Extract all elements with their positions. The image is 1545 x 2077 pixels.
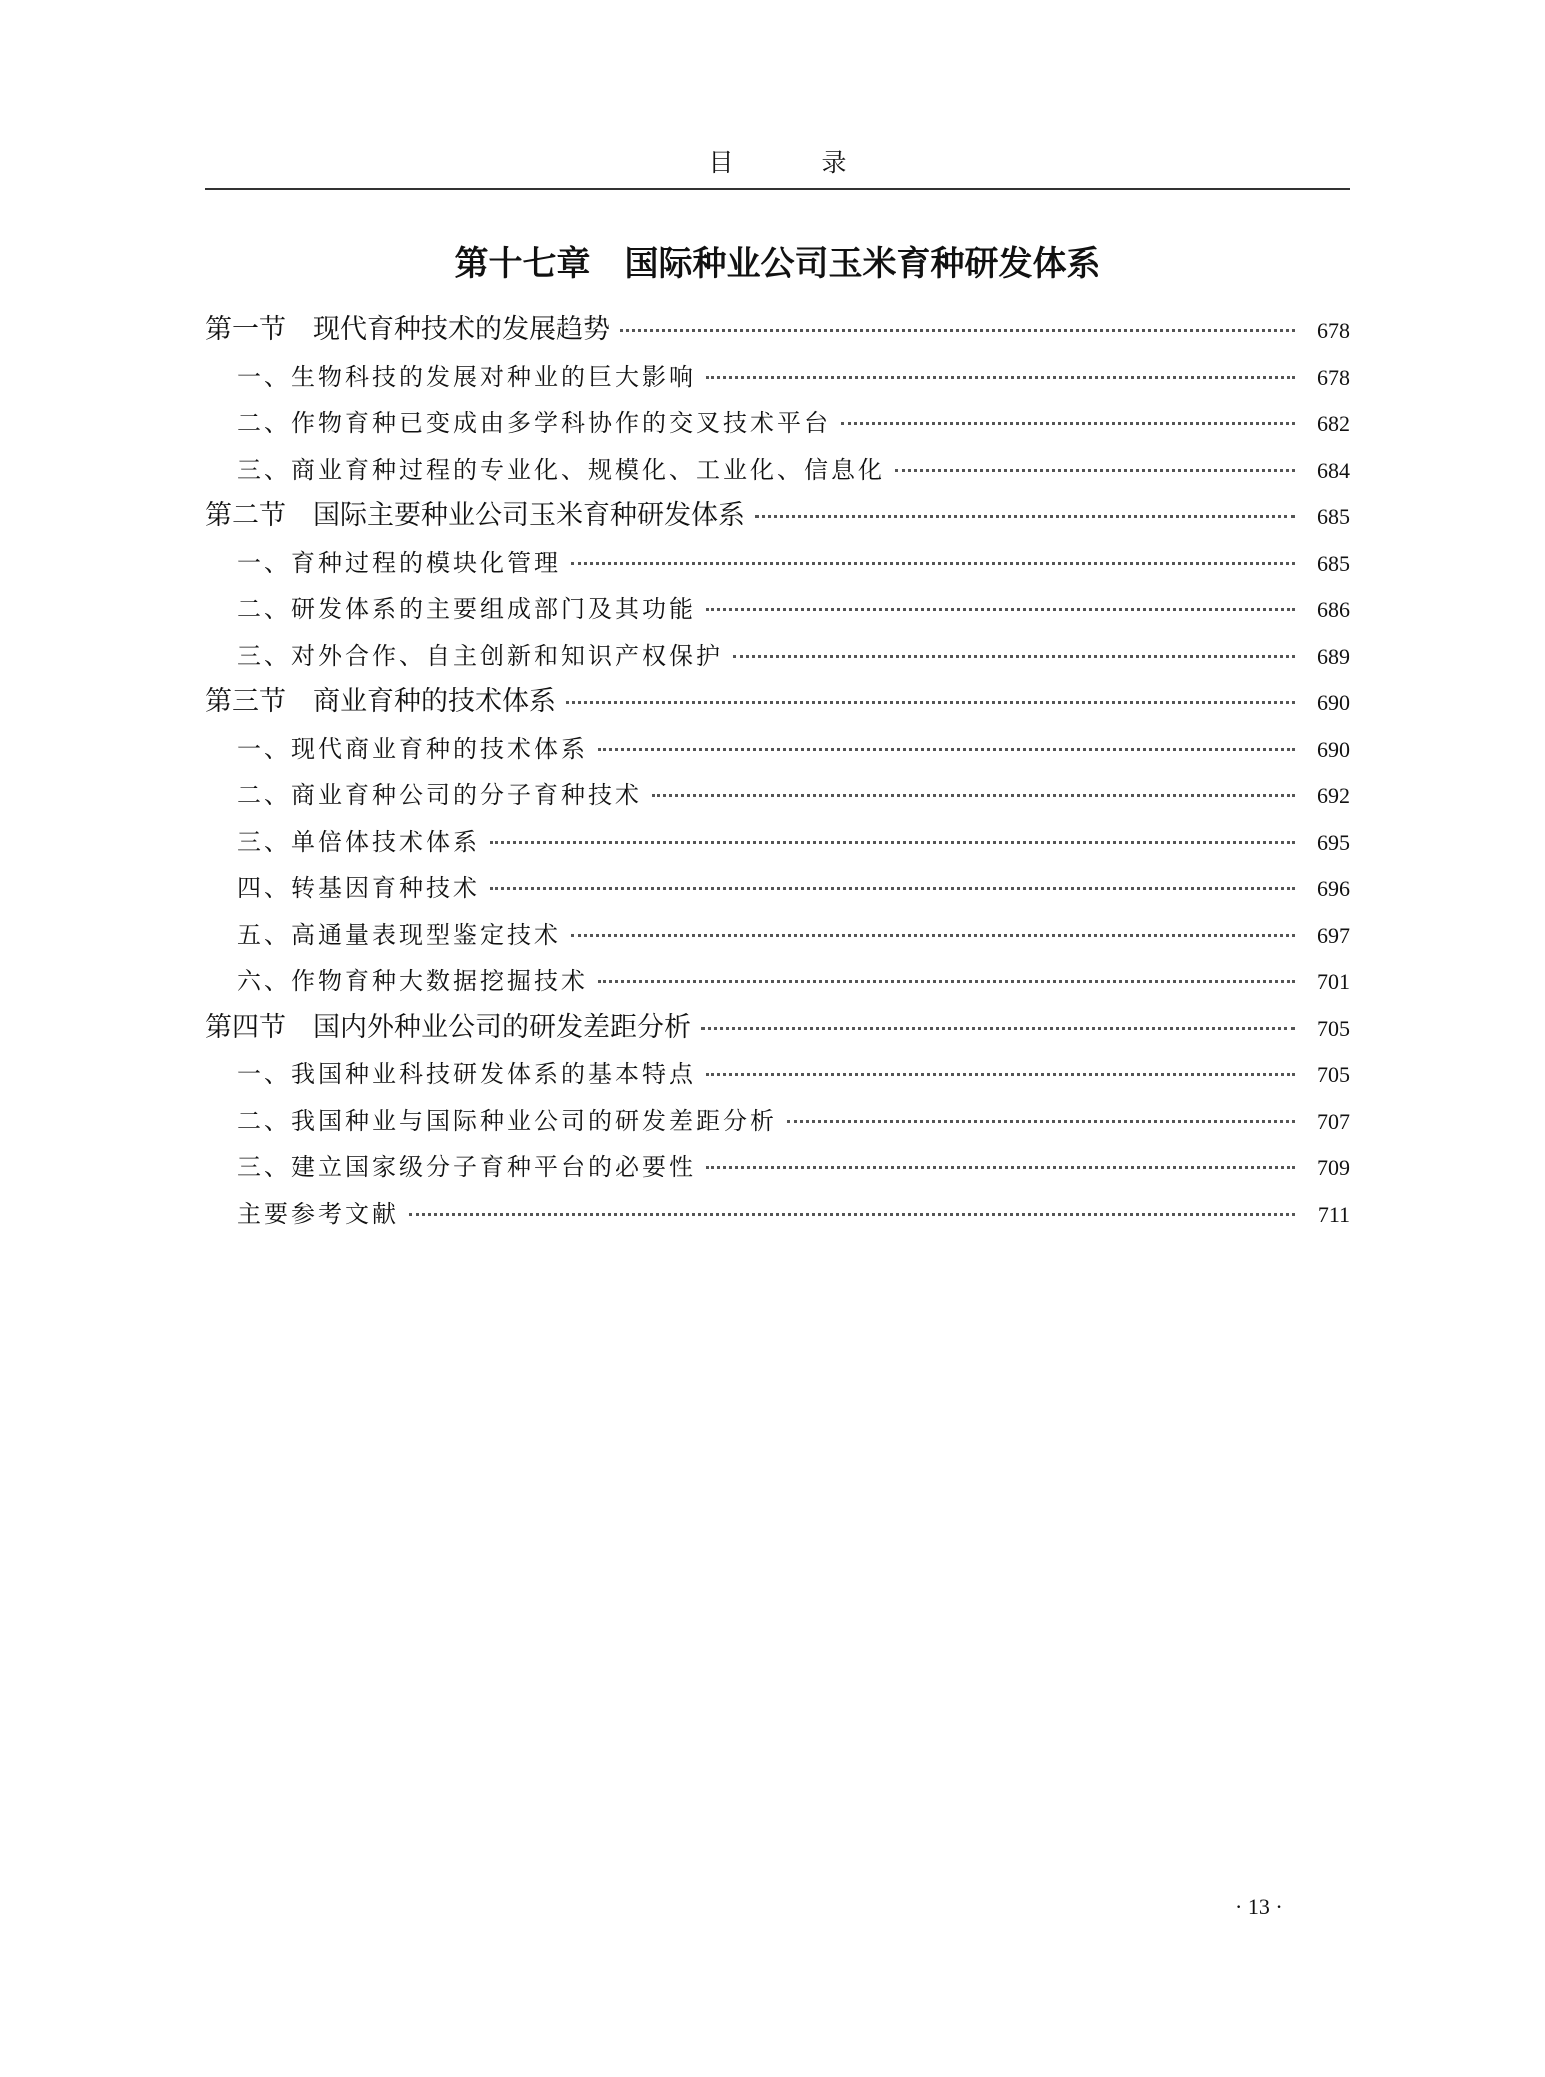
header-rule	[205, 188, 1350, 190]
toc-item-entry[interactable]	[205, 819, 1350, 866]
toc-entry-label: 一、我国种业科技研发体系的基本特点	[237, 1060, 696, 1088]
toc-item-entry[interactable]	[205, 1191, 1350, 1238]
toc-entry-label: 二、作物育种已变成由多学科协作的交叉技术平台	[237, 409, 831, 437]
dot-leader	[706, 608, 1295, 611]
toc-entry-page-number: 705	[1317, 1062, 1350, 1087]
toc-item-entry[interactable]	[205, 772, 1350, 819]
toc-entry-label: 三、建立国家级分子育种平台的必要性	[237, 1153, 696, 1181]
toc-entry-label: 第一节 现代育种技术的发展趋势	[205, 314, 610, 345]
toc-item-entry[interactable]	[205, 912, 1350, 959]
toc-section-entry[interactable]	[205, 307, 1350, 354]
toc-entry-label: 第二节 国际主要种业公司玉米育种研发体系	[205, 500, 745, 531]
toc-entry-page-number: 686	[1317, 597, 1350, 622]
dot-leader	[620, 329, 1295, 332]
toc-entry-label: 三、单倍体技术体系	[237, 827, 480, 856]
toc-item-entry[interactable]	[205, 1098, 1350, 1145]
toc-entry-label: 二、研发体系的主要组成部门及其功能	[237, 595, 696, 623]
toc-entry-label: 六、作物育种大数据挖掘技术	[237, 967, 588, 995]
toc-entry-page-number: 711	[1317, 1201, 1350, 1227]
toc-entry-page-number: 709	[1317, 1155, 1350, 1180]
dot-leader	[706, 1073, 1295, 1076]
table-of-contents	[205, 307, 1350, 1237]
toc-entry-label: 三、对外合作、自主创新和知识产权保护	[237, 641, 723, 670]
dot-leader	[733, 655, 1295, 658]
toc-entry-label: 二、商业育种公司的分子育种技术	[237, 781, 642, 809]
dot-leader	[841, 422, 1295, 425]
toc-entry-label: 二、我国种业与国际种业公司的研发差距分析	[237, 1106, 777, 1135]
toc-entry-label: 第三节 商业育种的技术体系	[205, 686, 556, 717]
dot-leader	[787, 1120, 1295, 1123]
toc-section-entry[interactable]	[205, 1005, 1350, 1052]
toc-entry-label: 五、高通量表现型鉴定技术	[237, 920, 561, 949]
page-number: · 13 ·	[1235, 1894, 1283, 1919]
toc-entry-page-number: 685	[1317, 550, 1350, 576]
toc-item-entry[interactable]	[205, 354, 1350, 401]
toc-entry-page-number: 692	[1317, 783, 1350, 808]
toc-entry-page-number: 695	[1317, 829, 1350, 855]
toc-entry-page-number: 707	[1317, 1108, 1350, 1134]
toc-item-entry[interactable]	[205, 1051, 1350, 1098]
toc-entry-label: 三、商业育种过程的专业化、规模化、工业化、信息化	[237, 455, 885, 484]
dot-leader	[701, 1027, 1295, 1030]
toc-item-entry[interactable]	[205, 865, 1350, 912]
toc-entry-page-number: 678	[1317, 364, 1350, 390]
toc-entry-label: 第四节 国内外种业公司的研发差距分析	[205, 1011, 691, 1043]
dot-leader	[706, 1166, 1295, 1169]
dot-leader	[490, 841, 1295, 844]
toc-item-entry[interactable]	[205, 726, 1350, 773]
toc-entry-page-number: 690	[1317, 690, 1350, 715]
dot-leader	[490, 887, 1295, 890]
toc-entry-page-number: 678	[1317, 318, 1350, 343]
toc-entry-page-number: 701	[1317, 969, 1350, 994]
dot-leader	[706, 376, 1295, 379]
running-head: 目 录	[708, 148, 887, 177]
toc-entry-label: 一、生物科技的发展对种业的巨大影响	[237, 362, 696, 391]
dot-leader	[895, 469, 1295, 472]
toc-entry-page-number: 696	[1317, 876, 1350, 901]
toc-entry-label: 一、育种过程的模块化管理	[237, 548, 561, 577]
toc-entry-label: 四、转基因育种技术	[237, 874, 480, 902]
toc-entry-page-number: 685	[1317, 504, 1350, 529]
toc-section-entry[interactable]	[205, 679, 1350, 726]
dot-leader	[571, 562, 1295, 565]
dot-leader	[598, 748, 1295, 751]
chapter-title: 第十七章 国际种业公司玉米育种研发体系	[454, 244, 1101, 284]
toc-entry-page-number: 690	[1317, 736, 1350, 762]
dot-leader	[571, 934, 1295, 937]
toc-section-entry[interactable]	[205, 493, 1350, 540]
dot-leader	[409, 1213, 1295, 1216]
toc-item-entry[interactable]	[205, 1144, 1350, 1191]
toc-item-entry[interactable]	[205, 633, 1350, 680]
toc-entry-page-number: 697	[1317, 922, 1350, 948]
dot-leader	[566, 701, 1295, 704]
dot-leader	[755, 515, 1295, 518]
dot-leader	[652, 794, 1295, 797]
toc-entry-page-number: 705	[1317, 1015, 1350, 1041]
toc-item-entry[interactable]	[205, 958, 1350, 1005]
toc-entry-page-number: 689	[1317, 643, 1350, 669]
toc-entry-page-number: 682	[1317, 411, 1350, 436]
toc-entry-label: 主要参考文献	[237, 1199, 399, 1228]
toc-entry-label: 一、现代商业育种的技术体系	[237, 734, 588, 763]
toc-item-entry[interactable]	[205, 400, 1350, 447]
toc-item-entry[interactable]	[205, 447, 1350, 494]
toc-item-entry[interactable]	[205, 586, 1350, 633]
dot-leader	[598, 980, 1295, 983]
toc-entry-page-number: 684	[1317, 457, 1350, 483]
toc-item-entry[interactable]	[205, 540, 1350, 587]
